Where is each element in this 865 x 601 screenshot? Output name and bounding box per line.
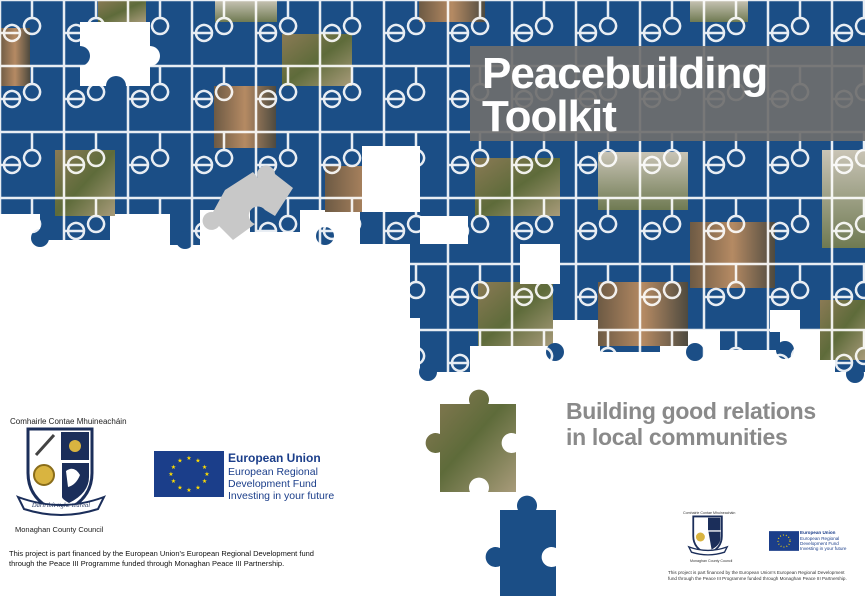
mini-eu-line-2: Development Fund	[800, 541, 839, 546]
funding-statement-line-1: This project is part financed by the European Union's European Regional Development fund	[9, 549, 314, 558]
eu-line-3: Investing in your future	[228, 490, 335, 502]
title-line-1: Peacebuilding	[482, 49, 768, 98]
svg-text:★: ★	[186, 487, 192, 494]
mini-council-crest-logo	[687, 515, 729, 559]
svg-text:★: ★	[177, 457, 183, 465]
svg-text:★: ★	[201, 464, 208, 471]
mini-funding-statement-line-1: This project is part financed by the European Union's European Regional Development	[668, 570, 845, 575]
mini-eu-title: European Union	[800, 530, 836, 535]
funding-statement-line-2: through the Peace III Programme funded through Monaghan Peace III Partnership.	[9, 559, 285, 568]
mini-council-name-english: Monaghan County Council	[690, 559, 733, 563]
eu-flag-logo	[154, 451, 224, 497]
mini-funding-statement-line-2: fund through the Peace III Programme funded through Monaghan Peace III Partnership.	[668, 576, 847, 581]
council-name-english: Monaghan County Council	[15, 525, 104, 534]
eu-title: European Union	[228, 451, 321, 465]
mini-eu-line-1: European Regional	[800, 536, 840, 541]
funding-statement	[9, 549, 314, 569]
svg-text:★: ★	[177, 484, 183, 492]
mini-council-name-irish: Comhairle Contae Mhuineacháin	[683, 511, 736, 515]
svg-text:★: ★	[168, 471, 174, 478]
mini-eu-line-3: Investing in your future	[800, 546, 847, 551]
subtitle	[566, 398, 816, 450]
blue-puzzle-piece	[486, 496, 556, 596]
eu-line-2: Development Fund	[228, 478, 317, 490]
subtitle-line-2: in local communities	[566, 424, 788, 450]
svg-text:★: ★	[204, 471, 210, 478]
council-motto: Daríribít tighe téarēál	[31, 502, 91, 509]
svg-text:★: ★	[170, 478, 177, 485]
mini-eu-flag-logo	[769, 531, 799, 551]
subtitle-line-1: Building good relations	[566, 398, 816, 424]
mini-funding-statement	[668, 570, 847, 582]
svg-text:★: ★	[201, 478, 208, 485]
svg-text:★: ★	[195, 484, 201, 492]
svg-text:★: ★	[170, 464, 177, 471]
svg-text:★: ★	[195, 457, 201, 465]
council-name-irish: Comhairle Contae Mhuineacháin	[10, 417, 127, 426]
svg-text:★: ★	[186, 455, 192, 462]
photo-puzzle-piece	[426, 390, 516, 492]
eu-line-1: European Regional	[228, 466, 318, 478]
title-line-2: Toolkit	[482, 92, 616, 141]
council-crest-logo	[14, 427, 108, 523]
